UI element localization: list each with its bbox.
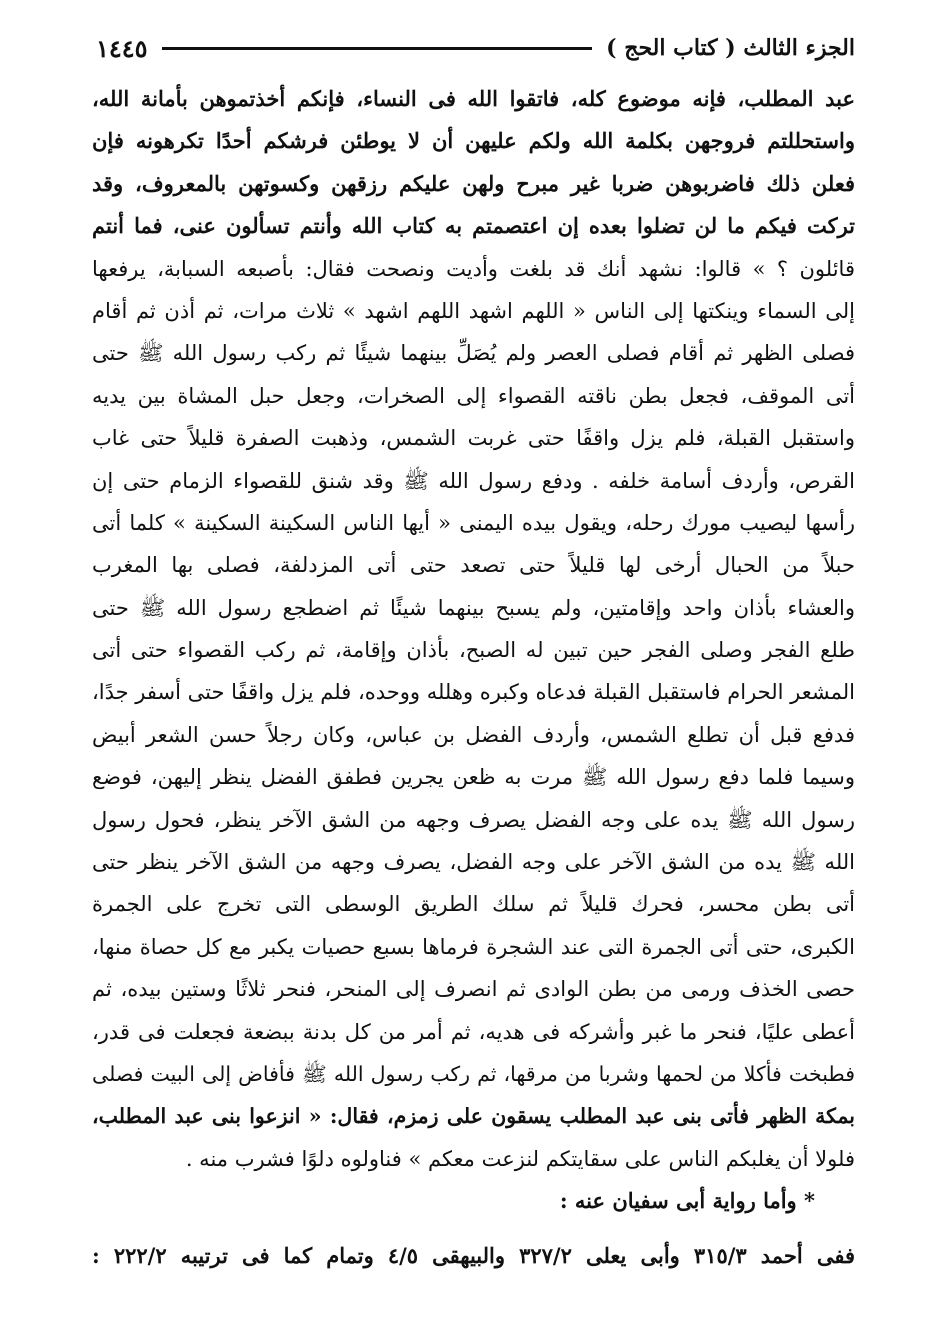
text-line: فعلن ذلك فاضربوهن ضربا غير مبرح ولهن عليكم رزقهن وكسوتهن بالمعروف، وقد [92, 170, 855, 196]
text-line: أعطى عليًا، فنحر ما غبر وأشركه فى هديه، ثم أمر من كل بدنة ببضعة فجعلت فى قدر، [92, 1019, 855, 1044]
text-line: المشعر الحرام فاستقبل القبلة فدعاه وكبره وهلله ووحده، فلم يزل واقفًا حتى أسفر جدًا، [92, 680, 855, 705]
text-line: إلى السماء وينكتها إلى الناس « اللهم اشهد اللهم اشهد » ثلاث مرات، ثم أذن ثم أقام [92, 298, 855, 323]
text-line: واستقبل القبلة، فلم يزل واقفًا حتى غربت الشمس، وذهبت الصفرة قليلاً حتى غاب [92, 426, 855, 451]
text-line: واستحللتم فروجهن بكلمة الله ولكم عليهن أن لا يوطئن فرشكم أحدًا تكرهونه فإن [92, 128, 855, 154]
text-line: حصى الخذف ورمى من بطن الوادى ثم انصرف إلى المنحر، فنحر ثلاثًا وستين بيده، ثم [92, 977, 855, 1002]
text-line: وسيما فلما دفع رسول الله ﷺ مرت به ظعن يجرين فطفق الفضل ينظر إليهن، فوضع [92, 765, 855, 790]
text-line: تركت فيكم ما لن تضلوا بعده إن اعتصمتم به كتاب الله وأنتم تسألون عنى، فما أنتم [92, 213, 855, 239]
text-line: طلع الفجر وصلى الفجر حين تبين له الصبح، بأذان وإقامة، ثم ركب القصواء حتى أتى [92, 638, 855, 663]
text-line: الله ﷺ يده من الشق الآخر على وجه الفضل، يصرف وجهه من الشق الآخر ينظر حتى [92, 850, 855, 875]
text-line: فطبخت فأكلا من لحمها وشربا من مرقها، ثم ركب رسول الله ﷺ فأفاض إلى البيت فصلى [92, 1061, 855, 1086]
page-body [92, 78, 855, 1277]
text-line: بمكة الظهر فأتى بنى عبد المطلب يسقون على زمزم، فقال: « انزعوا بنى عبد المطلب، [92, 1104, 855, 1129]
text-line: والعشاء بأذان واحد وإقامتين، ولم يسبح بينهما شيئًا ثم اضطجع رسول الله ﷺ حتى [92, 595, 855, 620]
text-line: فدفع قبل أن تطلع الشمس، وأردف الفضل بن عباس، وكان رجلاً حسن الشعر أبيض [92, 722, 855, 747]
text-line: رأسها ليصيب مورك رحله، ويقول بيده اليمنى « أيها الناس السكينة السكينة » كلما أتى [92, 510, 855, 535]
source-citation: ففى أحمد ٣١٥/٣ وأبى يعلى ٣٢٧/٢ والبيهقى ٤/٥ وتمام كما فى ترتيبه ٢٢٢/٢ : [92, 1242, 855, 1268]
section-subheading: * وأما رواية أبى سفيان عنه : [559, 1188, 815, 1214]
text-line: عبد المطلب، فإنه موضوع كله، فاتقوا الله فى النساء، فإنكم أخذتموهن بأمانة الله، [92, 86, 855, 111]
text-line: فصلى الظهر ثم أقام فصلى العصر ولم يُصَلِّ بينهما شيئًا ثم ركب رسول الله ﷺ حتى [92, 341, 855, 366]
text-line: أتى الموقف، فجعل بطن ناقته القصواء إلى الصخرات، وجعل حبل المشاة بين يديه [92, 383, 855, 408]
text-line: أتى بطن محسر، فحرك قليلاً ثم سلك الطريق الوسطى التى تخرج على الجمرة [92, 892, 855, 917]
text-line: حبلاً من الحبال أرخى لها قليلاً حتى تصعد حتى أتى المزدلفة، فصلى بها المغرب [92, 553, 855, 578]
running-title: الجزء الثالث ( كتاب الحج ) [606, 35, 855, 61]
text-line: فلولا أن يغلبكم الناس على سقايتكم لنزعت معكم » فناولوه دلوًا فشرب منه . [185, 1146, 855, 1171]
text-line: قائلون ؟ » قالوا: نشهد أنك قد بلغت وأديت ونصحت فقال: بأصبعه السبابة، يرفعها [92, 256, 855, 281]
header-rule [162, 47, 593, 50]
page-number: ١٤٤٥ [96, 33, 148, 63]
text-line: الكبرى، حتى أتى الجمرة التى عند الشجرة فرماها بسبع حصيات يكبر مع كل حصاة منها، [92, 934, 855, 959]
page-header [96, 30, 855, 66]
text-line: القرص، وأردف أسامة خلفه . ودفع رسول الله ﷺ وقد شنق للقصواء الزمام حتى إن [92, 468, 855, 493]
text-line: رسول الله ﷺ يده على وجه الفضل يصرف وجهه من الشق الآخر ينظر، فحول رسول [92, 807, 855, 832]
